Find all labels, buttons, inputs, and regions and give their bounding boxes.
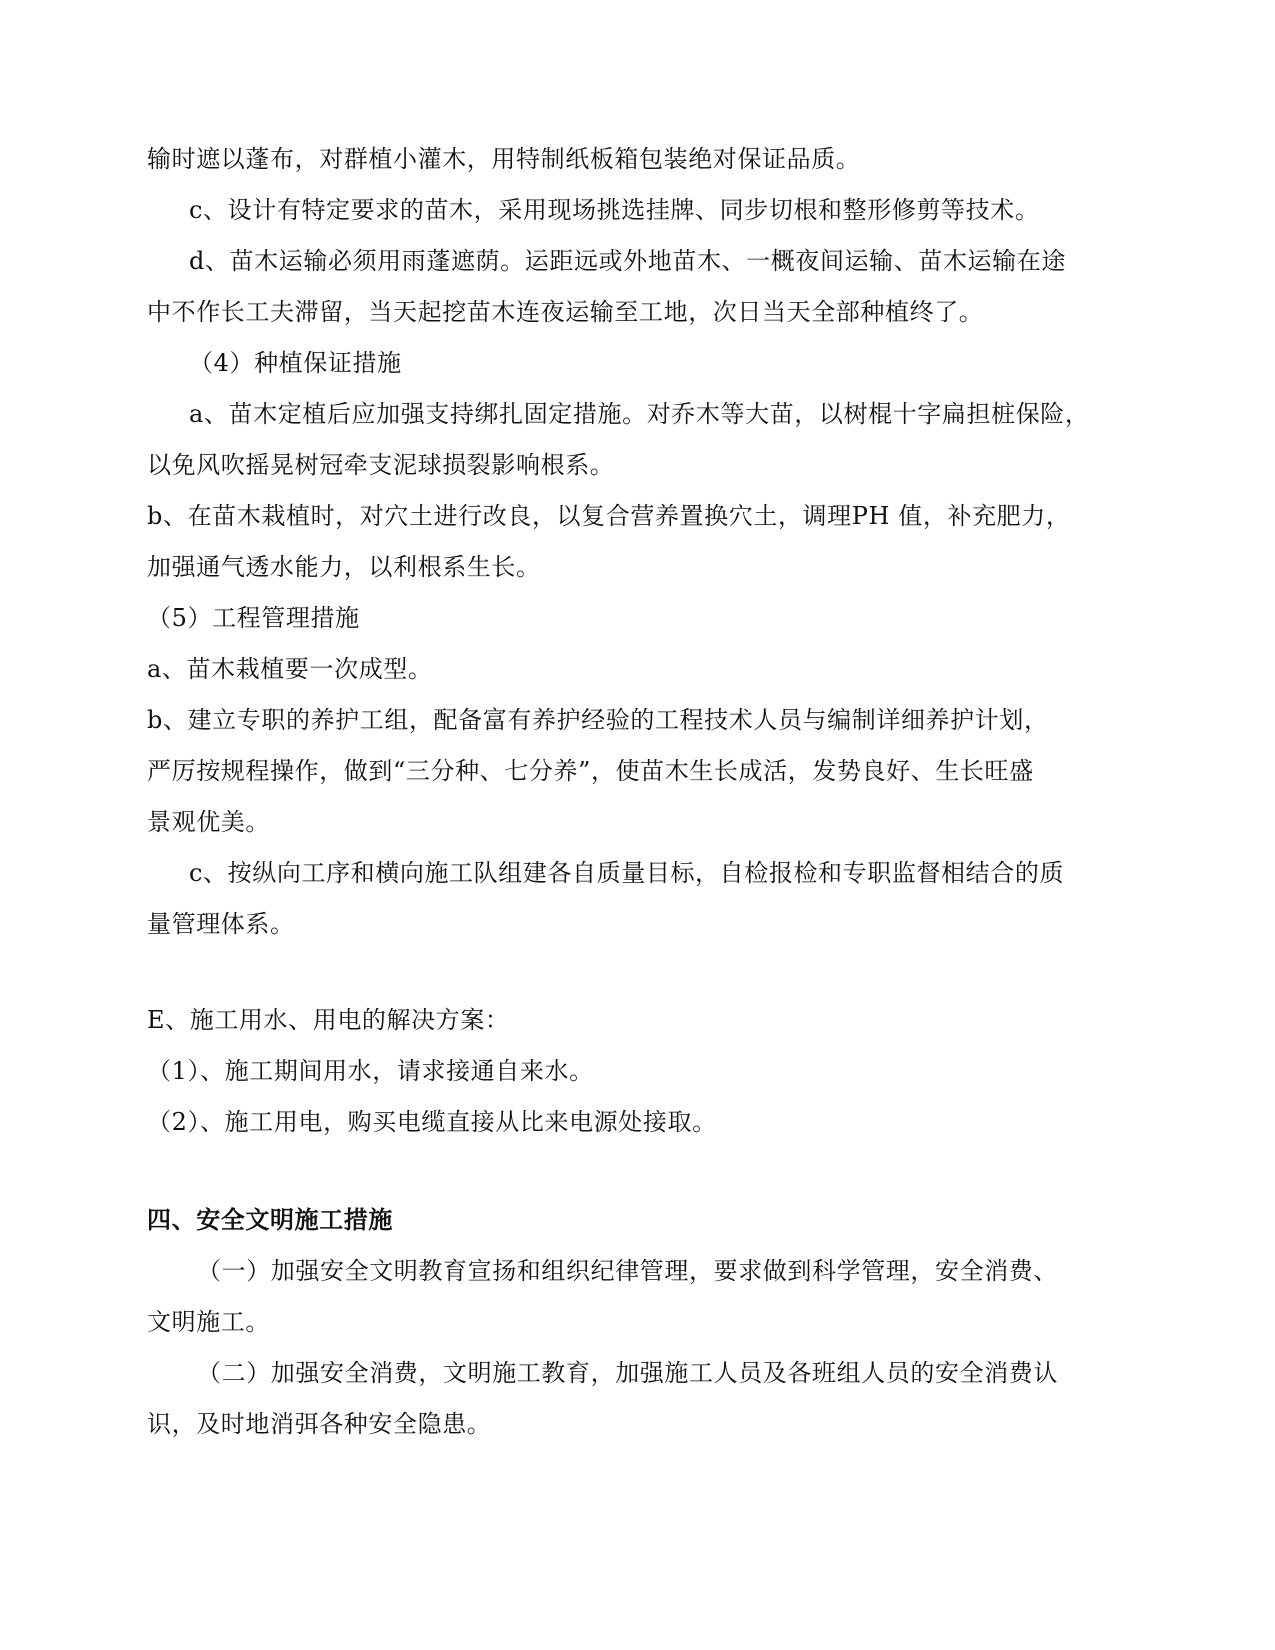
paragraph-line: （二）加强安全消费，文明施工教育，加强施工人员及各班组人员的安全消费认 xyxy=(197,1359,1058,1387)
paragraph-line: 中不作长工夫滞留，当天起挖苗木连夜运输至工地，次日当天全部种植终了。 xyxy=(147,298,984,326)
section-spacer xyxy=(147,1148,1137,1195)
document-body xyxy=(147,134,1137,1450)
paragraph-line: （1）、施工期间用水，请求接通自来水。 xyxy=(147,1057,594,1085)
paragraph-line: 以免风吹摇晃树冠牵支泥球损裂影响根系。 xyxy=(147,451,615,479)
paragraph-line: 文明施工。 xyxy=(147,1308,270,1336)
paragraph-line: 景观优美。 xyxy=(147,808,270,836)
paragraph-line: （一）加强安全文明教育宣扬和组织纪律管理，要求做到科学管理，安全消费、 xyxy=(197,1257,1058,1285)
paragraph-spacer xyxy=(147,950,1137,995)
paragraph-line: b、在苗木栽植时，对穴土进行改良，以复合营养置换穴土，调理PH 值，补充肥力， xyxy=(147,502,1071,530)
subsection-heading: （5）工程管理措施 xyxy=(147,604,360,632)
paragraph-line: c、设计有特定要求的苗木，采用现场挑选挂牌、同步切根和整形修剪等技术。 xyxy=(189,196,1040,224)
paragraph-line: 量管理体系。 xyxy=(147,910,295,938)
paragraph-line: 加强通气透水能力，以利根系生长。 xyxy=(147,553,541,581)
paragraph-line: d、苗木运输必须用雨蓬遮荫。运距远或外地苗木、一概夜间运输、苗木运输在途 xyxy=(189,247,1066,275)
section-heading: 四、安全文明施工措施 xyxy=(147,1206,393,1234)
paragraph-line: 输时遮以蓬布，对群植小灌木，用特制纸板箱包装绝对保证品质。 xyxy=(147,145,861,173)
paragraph-line: 识，及时地消弭各种安全隐患。 xyxy=(147,1410,492,1438)
paragraph-line: a、苗木定植后应加强支持绑扎固定措施。对乔木等大苗，以树棍十字扁担桩保险， xyxy=(189,400,1090,428)
paragraph-line: c、按纵向工序和横向施工队组建各自质量目标，自检报检和专职监督相结合的质 xyxy=(189,859,1065,887)
paragraph-line: 严厉按规程操作，做到“三分种、七分养”，使苗木生长成活，发势良好、生长旺盛 xyxy=(147,757,1034,785)
paragraph-line: E、施工用水、用电的解决方案： xyxy=(147,1006,510,1034)
subsection-heading: （4）种植保证措施 xyxy=(189,349,402,377)
paragraph-line: b、建立专职的养护工组，配备富有养护经验的工程技术人员与编制详细养护计划， xyxy=(147,706,1049,734)
paragraph-line: a、苗木栽植要一次成型。 xyxy=(147,655,433,683)
paragraph-line: （2）、施工用电，购买电缆直接从比来电源处接取。 xyxy=(147,1108,717,1136)
